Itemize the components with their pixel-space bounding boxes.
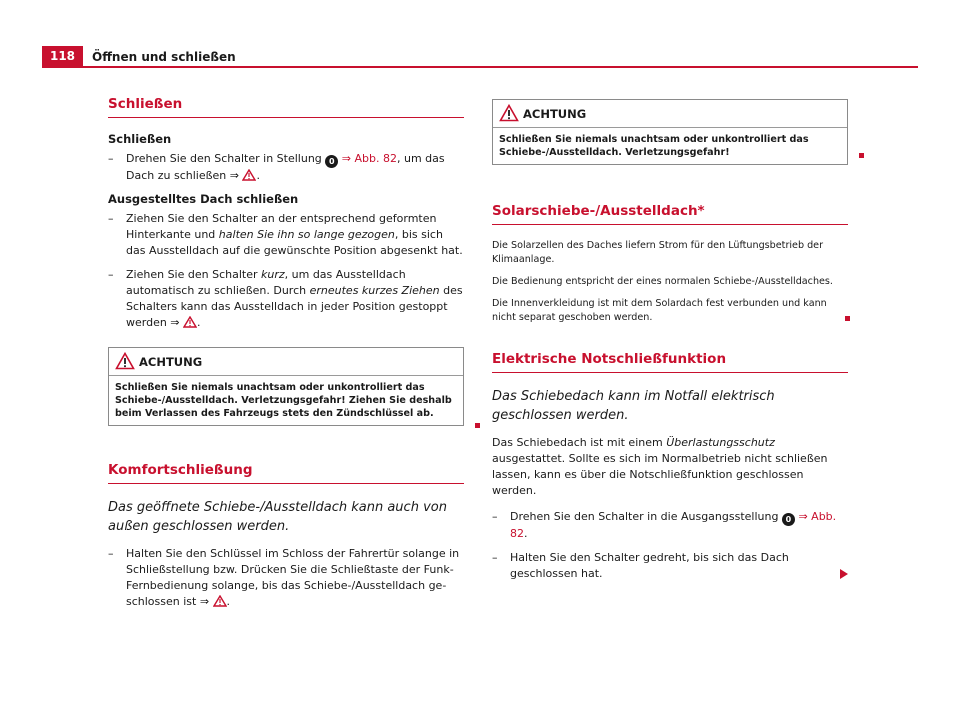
section-lead: Das geöffnete Schiebe-/Ausstelldach kann auch von außen geschlossen werden. — [108, 500, 447, 534]
item-emphasis: halten Sie ihn so lange gezogen — [218, 228, 395, 241]
section-lead: Das Schiebedach kann im Notfall elektrisch geschlossen werden. — [492, 389, 775, 423]
item-text: des Schalters kann das Ausstelldach in jeder Position gestoppt werden ⇒ — [126, 284, 463, 329]
item-text: Ziehen Sie den Schalter — [126, 268, 261, 281]
item-text: . — [256, 169, 260, 182]
position-zero-badge: 0 — [782, 513, 795, 526]
item-emphasis: erneutes kurzes Ziehen — [309, 284, 440, 297]
dash-bullet: – — [108, 212, 114, 225]
item-text: Halten Sie den Schalter gedreht, bis sich das Dach geschlossen hat. — [510, 551, 789, 580]
list-item — [492, 550, 848, 582]
dash-bullet: – — [492, 510, 498, 523]
section-end-marker — [475, 423, 480, 428]
warning-title: ACHTUNG — [523, 107, 587, 121]
dash-bullet: – — [108, 152, 114, 165]
list-item — [108, 267, 464, 331]
item-text: . — [197, 316, 201, 329]
warning-triangle-icon[interactable] — [183, 316, 197, 328]
section-heading-schliessen: Schließen — [108, 96, 464, 118]
warning-box — [108, 347, 464, 426]
page-number: 118 — [42, 46, 83, 67]
figure-reference-link[interactable]: ⇒ Abb. 82 — [510, 510, 837, 540]
item-text: Drehen Sie den Schalter in Stellung — [126, 152, 326, 165]
section-heading-notschliessfunktion: Elektrische Notschließfunktion — [492, 351, 848, 373]
paragraph: Die Bedienung entspricht der eines normalen Schiebe-/Ausstelldaches. — [492, 276, 833, 287]
header-rule — [42, 66, 918, 68]
item-emphasis: kurz — [261, 268, 285, 281]
list-item — [108, 211, 464, 259]
warning-text: Schließen Sie niemals unachtsam oder unkontrolliert das Schiebe-/Ausstelldach. Verletzungsgefahr! — [499, 134, 809, 158]
warning-triangle-icon[interactable] — [213, 595, 227, 607]
list-item — [492, 509, 848, 542]
warning-triangle-icon[interactable] — [242, 169, 256, 181]
chapter-title: Öffnen und schließen — [92, 50, 236, 64]
item-text: , bis sich das Ausstelldach auf die gewünschte Position abgesenkt hat. — [126, 228, 463, 257]
subheading-ausgestelltes-dach: Ausgestelltes Dach schließen — [108, 192, 299, 206]
paragraph-text: Das Schiebedach ist mit einem — [492, 436, 667, 449]
section-heading-komfortschliessung: Komfortschließung — [108, 462, 464, 484]
item-text: , um das Ausstelldach automatisch zu schließen. Durch — [126, 268, 406, 297]
dash-bullet: – — [492, 551, 498, 564]
dash-bullet: – — [108, 547, 114, 560]
item-text: Halten Sie den Schlüssel im Schloss der Fahrertür solange in Schließstellung bzw. Drücken Sie die Schließtaste der Funk-Fernbedienung solange, bis das Schiebe-/Ausstelldach geschlossen ist ⇒ — [126, 547, 460, 608]
section-end-marker — [859, 153, 864, 158]
warning-box-header — [493, 100, 847, 128]
subheading-schliessen: Schließen — [108, 132, 172, 146]
section-heading-solarschiebedach: Solarschiebe-/Ausstelldach* — [492, 203, 848, 225]
warning-box — [492, 99, 848, 165]
paragraph: Die Innenverkleidung ist mit dem Solardach fest verbunden und kann nicht separat geschoben werden. — [492, 298, 827, 323]
section-end-marker — [845, 316, 850, 321]
dash-bullet: – — [108, 268, 114, 281]
item-text: . — [226, 595, 231, 608]
warning-triangle-icon — [115, 352, 135, 370]
list-item — [108, 546, 464, 610]
warning-box-header — [109, 348, 463, 376]
item-text: Ziehen Sie den Schalter an der entsprechend geformten Hinterkante und — [126, 212, 437, 241]
figure-reference-link[interactable]: ⇒ Abb. 82 — [338, 152, 397, 165]
item-text: , um das Dach zu schließen ⇒ — [126, 152, 445, 182]
paragraph-text: ausgestattet. Sollte es sich im Normalbetrieb nicht schließen lassen, kann es über die Notschließfunktion geschlossen werden. — [492, 452, 828, 497]
warning-title: ACHTUNG — [139, 355, 203, 369]
list-item — [108, 151, 464, 184]
item-text: . — [524, 527, 528, 540]
warning-text: Schließen Sie niemals unachtsam oder unkontrolliert das Schiebe-/Ausstelldach. Verletzungsgefahr! Ziehen Sie deshalb beim Verlassen des Fahrzeugs stets den Zündschlüssel ab. — [115, 382, 452, 419]
paragraph — [492, 435, 848, 499]
position-zero-badge: 0 — [325, 155, 338, 168]
continue-arrow-icon — [840, 569, 848, 579]
warning-triangle-icon — [499, 104, 519, 122]
paragraph-emphasis: Überlastungsschutz — [666, 436, 775, 449]
left-column — [108, 96, 464, 618]
right-column — [492, 99, 848, 590]
item-text: Drehen Sie den Schalter in die Ausgangsstellung — [510, 510, 782, 523]
paragraph: Die Solarzellen des Daches liefern Strom für den Lüftungsbetrieb der Klimaanlage. — [492, 240, 824, 265]
